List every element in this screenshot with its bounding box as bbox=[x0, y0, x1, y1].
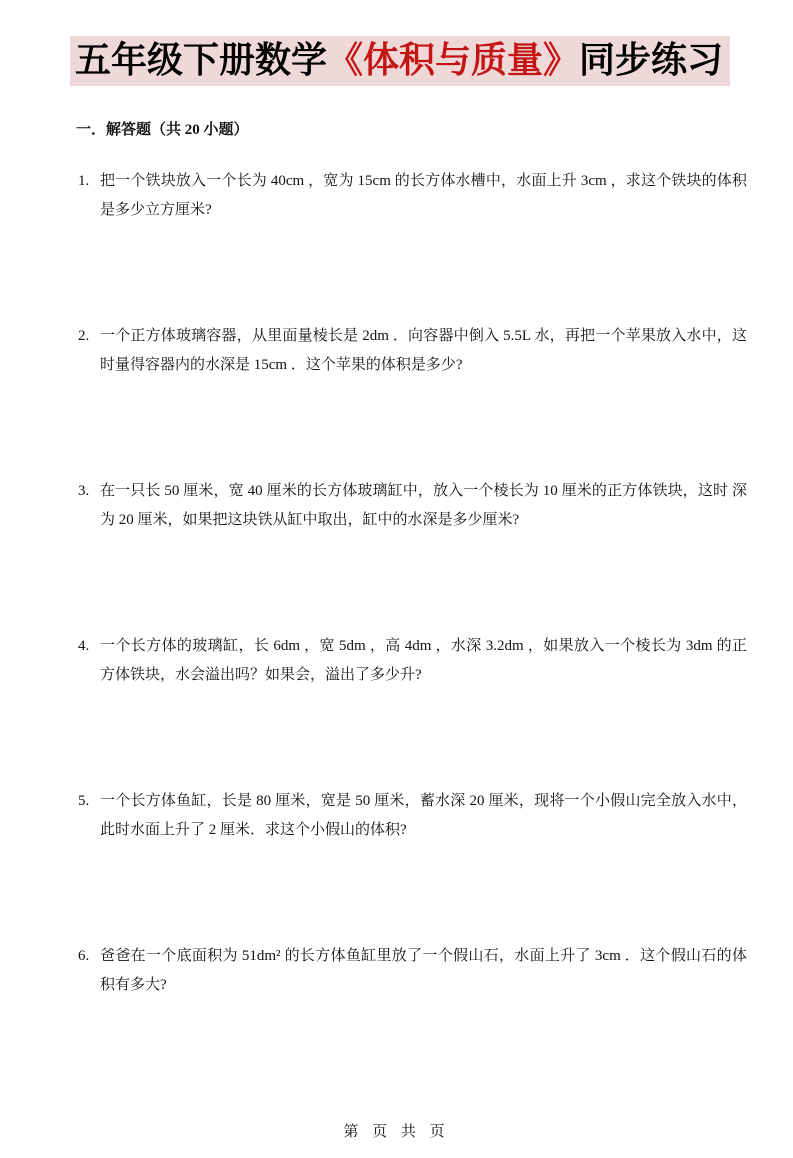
problem-item-5 bbox=[78, 787, 747, 845]
problem-list bbox=[78, 167, 747, 1000]
section-header: 一．解答题（共 20 小题） bbox=[76, 122, 249, 139]
page-title bbox=[70, 36, 730, 86]
problem-item-4 bbox=[78, 632, 747, 690]
problem-item-2 bbox=[78, 322, 747, 380]
problem-number: 6. bbox=[78, 948, 90, 965]
problem-number: 3. bbox=[78, 483, 90, 500]
problem-item-6 bbox=[78, 942, 747, 1000]
title-prefix: 五年级下册数学 bbox=[75, 39, 328, 80]
problem-text: 把一个铁块放入一个长为 40cm ，宽为 15cm 的长方体水槽中，水面上升 3cm ，求这个铁块的体积是多少立方厘米? bbox=[100, 173, 747, 219]
problem-text: 在一只长 50 厘米，宽 40 厘米的长方体玻璃缸中，放入一个棱长为 10 厘米的正方体铁块，这时 深为 20 厘米，如果把这块铁从缸中取出，缸中的水深是多少厘米? bbox=[100, 483, 747, 529]
problem-number: 4. bbox=[78, 638, 90, 655]
problem-text: 一个长方体的玻璃缸，长 6dm ，宽 5dm ，高 4dm ，水深 3.2dm ，如果放入一个棱长为 3dm 的正方体铁块，水会溢出吗？如果会，溢出了多少升? bbox=[100, 638, 747, 684]
title-row bbox=[70, 36, 793, 86]
problem-text: 一个长方体鱼缸，长是 80 厘米，宽是 50 厘米，蓄水深 20 厘米，现将一个小假山完全放入水中，此时水面上升了 2 厘米．求这个小假山的体积? bbox=[100, 793, 747, 839]
worksheet-page bbox=[0, 36, 793, 1158]
problem-number: 5. bbox=[78, 793, 90, 810]
problem-number: 2. bbox=[78, 328, 90, 345]
problem-item-1 bbox=[78, 167, 747, 225]
title-highlight: 《体积与质量》 bbox=[327, 39, 580, 80]
title-suffix: 同步练习 bbox=[579, 39, 724, 80]
problem-text: 一个正方体玻璃容器，从里面量棱长是 2dm ．向容器中倒入 5.5L 水，再把一个苹果放入水中，这时量得容器内的水深是 15cm ．这个苹果的体积是多少? bbox=[100, 328, 747, 374]
problem-item-3 bbox=[78, 477, 747, 535]
problem-text: 爸爸在一个底面积为 51dm² 的长方体鱼缸里放了一个假山石，水面上升了 3cm ．这个假山石的体积有多大? bbox=[100, 948, 747, 994]
problem-number: 1. bbox=[78, 173, 90, 190]
page-footer: 第 页 共 页 bbox=[343, 1124, 450, 1140]
